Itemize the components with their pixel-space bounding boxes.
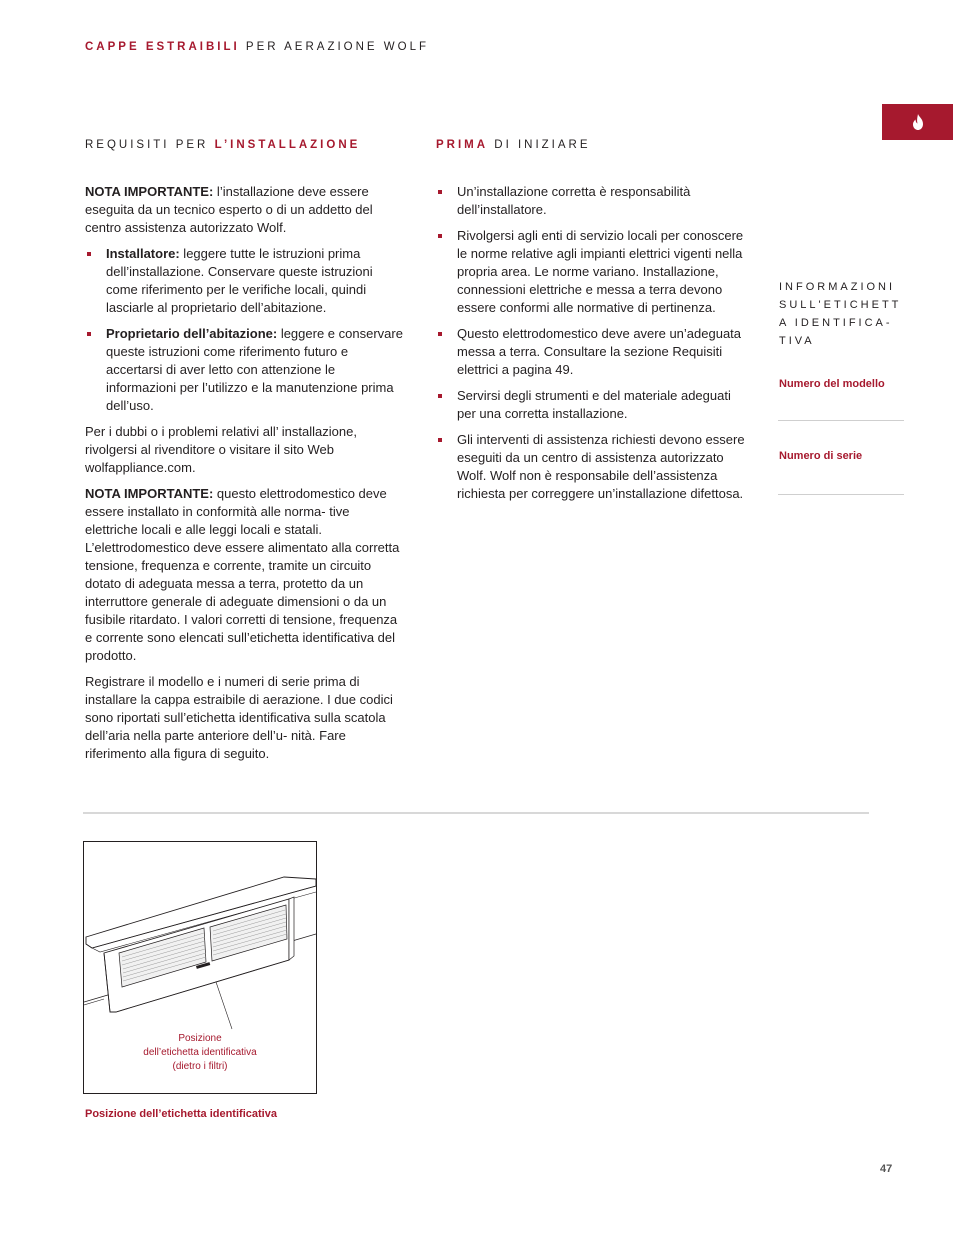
sidebar-title-line: INFORMAZIONI: [779, 281, 896, 293]
header-rest: PER AERAZIONE WOLF: [245, 41, 429, 53]
running-header: [85, 41, 429, 53]
list-item: [436, 387, 746, 423]
serial-number-field-line: [778, 494, 904, 495]
bullet-square-icon: [87, 332, 91, 336]
heading-bold: L’INSTALLAZIONE: [214, 139, 361, 151]
before-start-text: [436, 183, 746, 511]
list-item: [436, 227, 746, 317]
header-bold: CAPPE ESTRAIBILI: [85, 41, 240, 53]
bullet-text: Gli interventi di assistenza richiesti devono essere eseguiti da un centro di assistenza autorizzato Wolf. Wolf non è responsabile dell’assistenza richiesta per correggere un’installazione difettosa.: [457, 432, 745, 501]
sidebar-title-line: SULL'ETICHETT: [779, 299, 902, 311]
sidebar-title: [779, 278, 907, 350]
bullet-square-icon: [438, 234, 442, 238]
sidebar-title-line: A IDENTIFICA-: [779, 317, 893, 329]
section-heading-installation: [85, 139, 360, 151]
bullet-text: leggere tutte le istruzioni prima dell’installazione. Conservare queste istruzioni come riferimento per le verifiche locali, quindi lasciarle al proprietario dell’abitazione.: [106, 246, 373, 315]
bullet-text: Questo elettrodomestico deve avere un’adeguata messa a terra. Consultare la sezione Requisiti elettrici a pagina 49.: [457, 326, 742, 377]
figure-title: Posizione dell’etichetta identificativa: [85, 1108, 277, 1120]
heading-bold: PRIMA: [436, 139, 489, 151]
paragraph: Registrare il modello e i numeri di serie prima di installare la cappa estraibile di aerazione. I due codici sono riportati sull’etichetta identificativa sulla scatola dell’aria nella parte anteriore dell’u- nità. Fare riferimento alla figura di seguito.: [85, 674, 393, 761]
note-label: NOTA IMPORTANTE:: [85, 184, 214, 199]
flame-icon: [912, 114, 924, 130]
bullet-square-icon: [87, 252, 91, 256]
before-start-bullet-list: [436, 183, 746, 503]
caption-line: dell’etichetta identificativa: [143, 1047, 257, 1058]
model-number-field-line: [778, 420, 904, 421]
installation-requirements-text: [85, 183, 405, 771]
bullet-text: leggere e conservare queste istruzioni come riferimento futuro e accertarsi di aver letto con attenzione le informazioni per l’utilizzo e la manutenzione prima dell’uso.: [106, 326, 403, 413]
section-divider: [83, 812, 869, 814]
bullet-text: Rivolgersi agli enti di servizio locali per conoscere le norme relative agli impianti elettrici vigenti nella propria area. Le norme variano. Installazione, connessioni elettriche e messa a terra devono essere conformi alle normative di pertinenza.: [457, 228, 744, 315]
section-heading-before-start: [436, 139, 591, 151]
bullet-label: Proprietario dell’abitazione:: [106, 326, 278, 341]
figure-frame: [83, 841, 317, 1094]
bullet-square-icon: [438, 190, 442, 194]
model-number-label: Numero del modello: [779, 378, 885, 390]
list-item: [436, 431, 746, 503]
note-text: questo elettrodomestico deve essere installato in conformità alle norma- tive elettriche locali e alle leggi locali e statali. L’elettrodomestico deve essere alimentato alla corretta tensione, frequenza e corrente, tramite un circuito dotato di adeguata messa a terra, protetto da un interruttore generale di adeguate dimensioni o da un fusibile ritardato. I valori corretti di tensione, frequenza e corrente sono elencati sull’etichetta identificativa del prodotto.: [85, 486, 400, 663]
installation-bullet-list: [85, 245, 405, 415]
section-tab: [882, 104, 953, 140]
bullet-text: Servirsi degli strumenti e del materiale adeguati per una corretta installazione.: [457, 388, 731, 421]
bullet-square-icon: [438, 438, 442, 442]
caption-line: (dietro i filtri): [172, 1061, 228, 1072]
bullet-text: Un’installazione corretta è responsabilità dell’installatore.: [457, 184, 691, 217]
caption-line: Posizione: [178, 1033, 222, 1044]
important-note-2: [85, 485, 405, 665]
paragraph: Per i dubbi o i problemi relativi all’ installazione, rivolgersi al rivenditore o visitare il sito Web wolfappliance.com.: [85, 424, 357, 475]
list-item: [85, 245, 405, 317]
figure-callout-caption: [84, 1032, 316, 1074]
list-item: [436, 183, 746, 219]
bullet-square-icon: [438, 394, 442, 398]
note-label: NOTA IMPORTANTE:: [85, 486, 214, 501]
bullet-square-icon: [438, 332, 442, 336]
list-item: [85, 325, 405, 415]
bullet-label: Installatore:: [106, 246, 180, 261]
heading-plain: REQUISITI PER: [85, 139, 209, 151]
heading-plain: DI INIZIARE: [494, 139, 591, 151]
list-item: [436, 325, 746, 379]
note-text: l’installazione deve essere eseguita da un tecnico esperto o di un addetto del centro assistenza autorizzato Wolf.: [85, 184, 373, 235]
serial-number-label: Numero di serie: [779, 450, 863, 462]
important-note-1: [85, 183, 405, 237]
sidebar-title-line: TIVA: [779, 335, 815, 347]
page-number: 47: [880, 1163, 893, 1175]
